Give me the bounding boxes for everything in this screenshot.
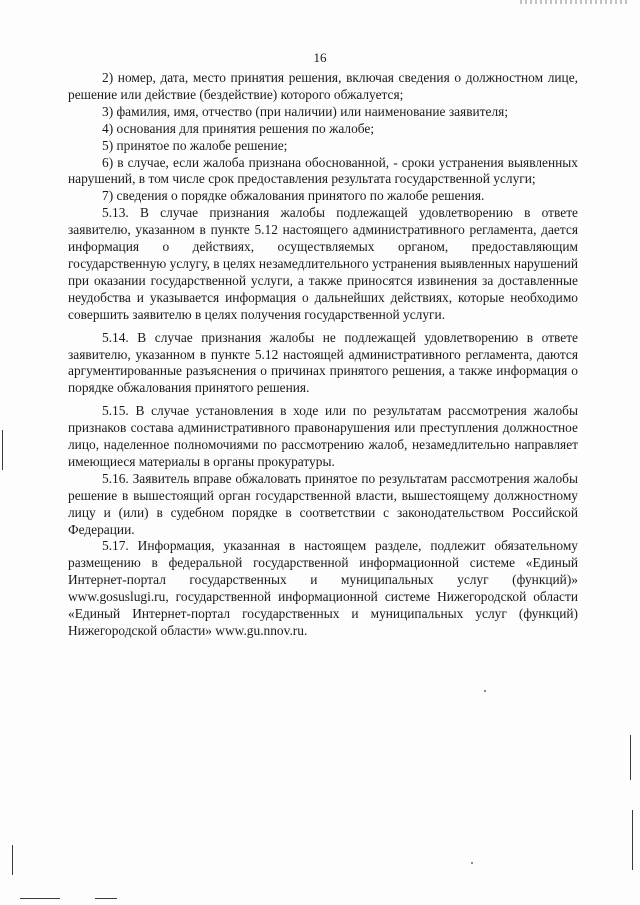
clause-paragraph: 5.14. В случае признания жалобы не подлежащей удовлетворению в ответе заявителю, указанном в пункте 5.12 настоящей административного регламента, даются аргументированные разъяснения о причинах принятого решения, а также информация о порядке обжалования принятого решения. [68,329,578,396]
scan-artifact [2,430,3,470]
list-item: 5) принятое по жалобе решение; [102,137,288,153]
document-body [68,70,578,640]
scan-artifact [471,862,473,864]
clause-paragraph: 5.16. Заявитель вправе обжаловать принятое по результатам рассмотрения жалобы решение в вышестоящий орган государственной власти, вышестоящему должностному лицу и (или) в судебном порядке в соответствии с законодательством Российской Федерации. [68,470,578,537]
list-item: 3) фамилия, имя, отчество (при наличии) или наименование заявителя; [102,103,509,119]
clause-paragraph: 5.17. Информация, указанная в настоящем разделе, подлежит обязательному размещению в федеральной государственной информационной системе «Единый Интернет-портал государственных и муниципальных услуг (функций)» www.gosuslugi.ru, государственной информационной системе Нижегородской области «Единый Интернет-портал государственных и муниципальных услуг (функций) Нижегородской области» www.gu.nnov.ru. [68,538,578,638]
scan-artifact [484,690,486,692]
scan-artifact [632,810,633,870]
list-item: 6) в случае, если жалоба признана обоснованной, - сроки устранения выявленных нарушений, в том числе срок предоставления результата государственной услуги; [68,154,578,187]
page-number: 16 [313,50,327,65]
scan-artifact [20,898,60,899]
list-item: 7) сведения о порядке обжалования принятого по жалобе решения. [102,188,485,204]
clause-paragraph: 5.15. В случае установления в ходе или по результатам рассмотрения жалобы признаков состава административного правонарушения или преступления должностное лицо, наделенное полномочиями по рассмотрению жалоб, незамедлительно направляет имеющиеся материалы в органы прокуратуры. [68,403,578,469]
scan-artifact [12,845,13,875]
scan-artifact [630,735,631,780]
scan-artifact [95,898,117,899]
list-item: 4) основания для принятия решения по жалобе; [102,120,375,136]
list-item: 2) номер, дата, место принятия решения, включая сведения о должностном лице, решение или действие (бездействие) которого обжалуется; [68,70,578,102]
scan-artifact [520,0,630,4]
clause-paragraph: 5.13. В случае признания жалобы подлежащей удовлетворению в ответе заявителю, указанном в пункте 5.12 настоящего административного регламента, дается информация о действиях, осуществляемых органом, предоставляющим государственную услугу, в целях незамедлительного устранения выявленных нарушений при оказании государственной услуги, а также приносятся извинения за доставленные неудобства и указывается информация о дальнейших действиях, которые необходимо совершить заявителю в целях получения государственной услуги. [68,205,578,322]
